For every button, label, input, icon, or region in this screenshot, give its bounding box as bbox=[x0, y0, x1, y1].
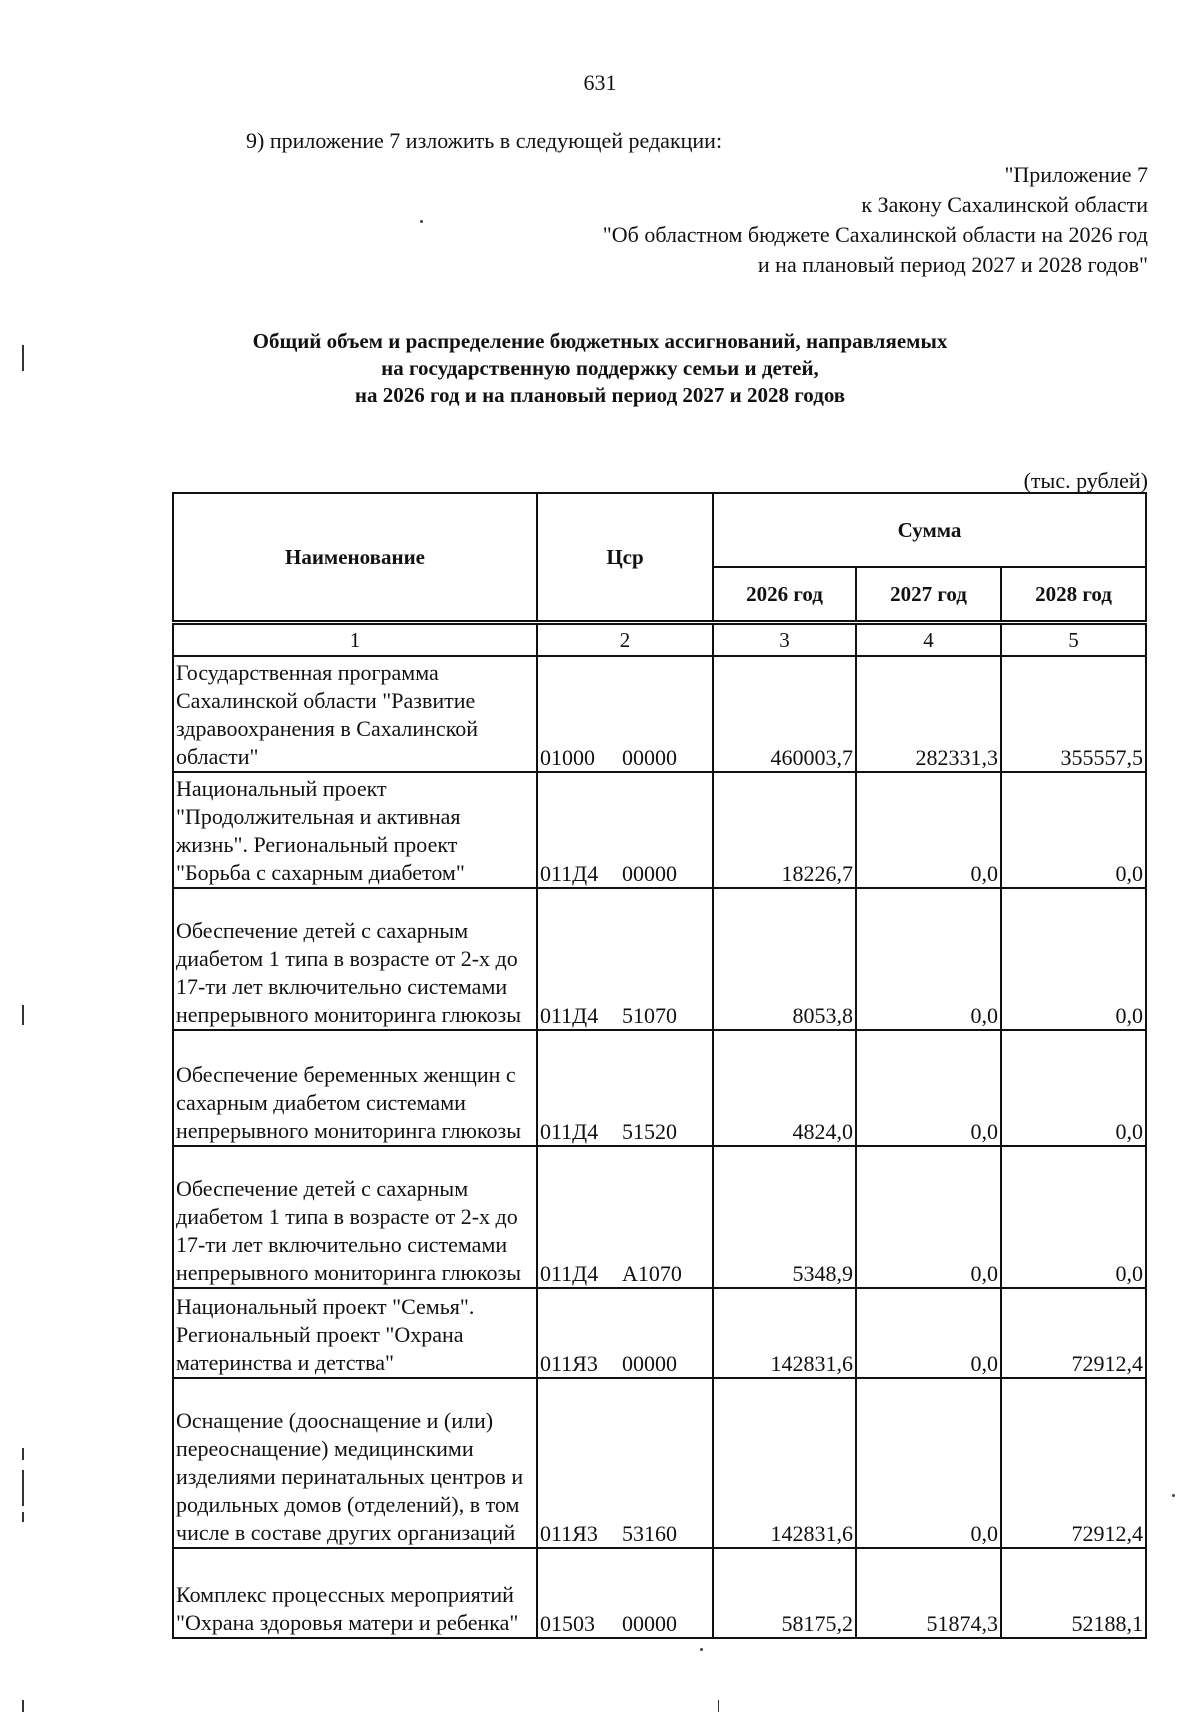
scan-artifact bbox=[718, 1700, 719, 1712]
row-code bbox=[537, 656, 713, 772]
header-year-2026: 2026 год bbox=[713, 567, 856, 621]
scan-artifact bbox=[22, 1470, 24, 1506]
code-program: 011Д4 bbox=[540, 1261, 599, 1286]
scan-artifact bbox=[22, 1700, 24, 1712]
code-program: 011Д4 bbox=[540, 1119, 599, 1144]
amount-2026: 18226,7 bbox=[713, 772, 856, 888]
appendix-reference bbox=[603, 160, 1148, 280]
code-direction: 51070 bbox=[622, 1003, 677, 1028]
amount-2028: 0,0 bbox=[1001, 1030, 1146, 1146]
code-direction: 00000 bbox=[622, 1351, 677, 1376]
scan-artifact bbox=[700, 1648, 703, 1651]
header-year-2028: 2028 год bbox=[1001, 567, 1146, 621]
row-name: Комплекс процессных мероприятий "Охрана здоровья матери и ребенка" bbox=[173, 1548, 537, 1638]
units-label: (тыс. рублей) bbox=[1023, 468, 1148, 493]
document-title bbox=[0, 328, 1200, 409]
amount-2028: 72912,4 bbox=[1001, 1378, 1146, 1548]
row-code bbox=[537, 1378, 713, 1548]
amount-2026: 142831,6 bbox=[713, 1288, 856, 1378]
code-direction: 53160 bbox=[622, 1521, 677, 1546]
column-number: 2 bbox=[537, 624, 713, 656]
row-name: Национальный проект "Продолжительная и активная жизнь". Региональный проект "Борьба с сахарным диабетом" bbox=[173, 772, 537, 888]
code-direction: А1070 bbox=[622, 1261, 682, 1286]
scan-artifact bbox=[420, 220, 423, 223]
code-direction: 51520 bbox=[622, 1119, 677, 1144]
scan-artifact bbox=[22, 1005, 24, 1025]
amount-2028: 0,0 bbox=[1001, 772, 1146, 888]
row-code bbox=[537, 888, 713, 1030]
code-program: 01503 bbox=[540, 1611, 595, 1636]
header-name: Наименование bbox=[173, 493, 537, 621]
amount-2026: 460003,7 bbox=[713, 656, 856, 772]
amount-2028: 52188,1 bbox=[1001, 1548, 1146, 1638]
title-line: Общий объем и распределение бюджетных ассигнований, направляемых bbox=[252, 329, 948, 353]
amount-2027: 0,0 bbox=[856, 1030, 1001, 1146]
code-program: 011Я3 bbox=[540, 1351, 598, 1376]
amount-2028: 0,0 bbox=[1001, 1146, 1146, 1288]
table-row bbox=[173, 888, 1146, 1030]
column-number: 4 bbox=[856, 624, 1001, 656]
amount-2026: 142831,6 bbox=[713, 1378, 856, 1548]
header-code: Цср bbox=[537, 493, 713, 621]
row-code bbox=[537, 772, 713, 888]
amount-2026: 58175,2 bbox=[713, 1548, 856, 1638]
row-code bbox=[537, 1548, 713, 1638]
row-name: Оснащение (дооснащение и (или) переоснащение) медицинскими изделиями перинатальных центров и родильных домов (отделений), в том числе в составе других организаций bbox=[173, 1378, 537, 1548]
scan-artifact bbox=[22, 1512, 24, 1522]
appendix-ref-line: "Приложение 7 bbox=[1004, 162, 1148, 187]
code-direction: 00000 bbox=[622, 861, 677, 886]
row-code bbox=[537, 1030, 713, 1146]
appendix-ref-line: к Закону Сахалинской области bbox=[861, 192, 1148, 217]
table-row bbox=[173, 1288, 1146, 1378]
appendix-ref-line: "Об областном бюджете Сахалинской области на 2026 год bbox=[602, 222, 1148, 247]
row-code bbox=[537, 1146, 713, 1288]
column-number: 1 bbox=[173, 624, 537, 656]
amount-2028: 0,0 bbox=[1001, 888, 1146, 1030]
code-direction: 00000 bbox=[622, 745, 677, 770]
amount-2026: 8053,8 bbox=[713, 888, 856, 1030]
code-program: 011Я3 bbox=[540, 1521, 598, 1546]
column-number: 3 bbox=[713, 624, 856, 656]
scan-artifact bbox=[1172, 1494, 1175, 1497]
page-number: 631 bbox=[583, 70, 617, 95]
amount-2028: 355557,5 bbox=[1001, 656, 1146, 772]
amount-2027: 0,0 bbox=[856, 1288, 1001, 1378]
row-name: Национальный проект "Семья". Региональный проект "Охрана материнства и детства" bbox=[173, 1288, 537, 1378]
code-program: 011Д4 bbox=[540, 861, 599, 886]
header-sum: Сумма bbox=[713, 493, 1146, 567]
amount-2027: 51874,3 bbox=[856, 1548, 1001, 1638]
code-program: 011Д4 bbox=[540, 1003, 599, 1028]
instruction-text: 9) приложение 7 изложить в следующей редакции: bbox=[246, 128, 723, 153]
table-row bbox=[173, 656, 1146, 772]
code-direction: 00000 bbox=[622, 1611, 677, 1636]
scan-artifact bbox=[22, 345, 24, 371]
row-name: Государственная программа Сахалинской области "Развитие здравоохранения в Сахалинской области" bbox=[173, 656, 537, 772]
amount-2027: 0,0 bbox=[856, 772, 1001, 888]
amount-2027: 0,0 bbox=[856, 888, 1001, 1030]
column-number-row bbox=[173, 624, 1146, 656]
amount-2026: 5348,9 bbox=[713, 1146, 856, 1288]
title-line: на государственную поддержку семьи и детей, bbox=[381, 356, 819, 380]
column-number: 5 bbox=[1001, 624, 1146, 656]
amount-2028: 72912,4 bbox=[1001, 1288, 1146, 1378]
table-row bbox=[173, 1146, 1146, 1288]
budget-table bbox=[172, 623, 1147, 1639]
title-line: на 2026 год и на плановый период 2027 и 2028 годов bbox=[354, 383, 846, 407]
scan-artifact bbox=[22, 1448, 24, 1460]
table-row bbox=[173, 1378, 1146, 1548]
table-row bbox=[173, 772, 1146, 888]
header-year-2027: 2027 год bbox=[856, 567, 1001, 621]
table-header bbox=[172, 492, 1147, 622]
row-name: Обеспечение детей с сахарным диабетом 1 типа в возрасте от 2-х до 17-ти лет включительно системами непрерывного мониторинга глюкозы bbox=[173, 888, 537, 1030]
table-row bbox=[173, 1548, 1146, 1638]
amount-2027: 0,0 bbox=[856, 1378, 1001, 1548]
row-code bbox=[537, 1288, 713, 1378]
amount-2026: 4824,0 bbox=[713, 1030, 856, 1146]
row-name: Обеспечение детей с сахарным диабетом 1 типа в возрасте от 2-х до 17-ти лет включительно системами непрерывного мониторинга глюкозы bbox=[173, 1146, 537, 1288]
amount-2027: 0,0 bbox=[856, 1146, 1001, 1288]
amount-2027: 282331,3 bbox=[856, 656, 1001, 772]
appendix-ref-line: и на плановый период 2027 и 2028 годов" bbox=[757, 252, 1148, 277]
table-row bbox=[173, 1030, 1146, 1146]
row-name: Обеспечение беременных женщин с сахарным диабетом системами непрерывного мониторинга глюкозы bbox=[173, 1030, 537, 1146]
code-program: 01000 bbox=[540, 745, 595, 770]
